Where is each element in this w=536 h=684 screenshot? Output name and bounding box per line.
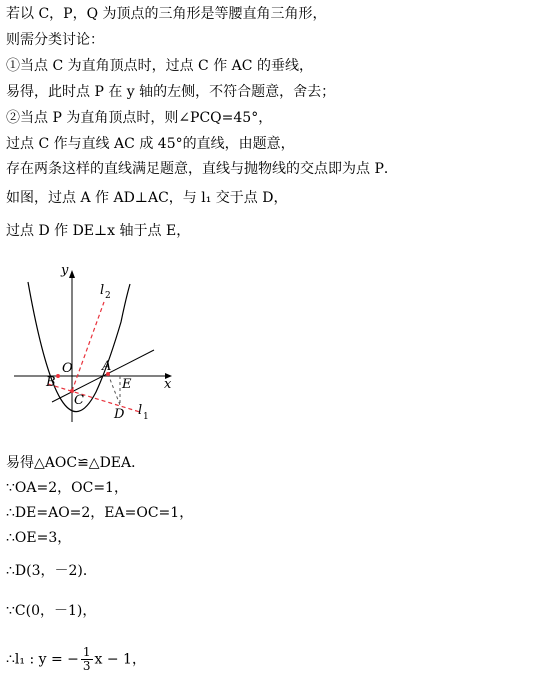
- text-line: 易得，此时点 P 在 y 轴的左侧，不符合题意，舍去；: [6, 84, 336, 100]
- equation-suffix: x − 1，: [94, 651, 146, 668]
- equation-l1: [6, 646, 146, 673]
- text-line: ∵C(0，－1)，: [6, 603, 97, 619]
- text-line: 易得△AOC≌△DEA．: [6, 455, 146, 471]
- text-line: 如图，过点 A 作 AD⊥AC，与 l₁ 交于点 D，: [6, 190, 288, 206]
- text-line: 过点 D 作 DE⊥x 轴于点 E，: [6, 223, 191, 239]
- l1-subscript: 1: [143, 412, 149, 422]
- parabola-figure: [8, 262, 183, 432]
- l1-label: l: [138, 403, 143, 418]
- text-line: ∴DE=AO=2，EA=OC=1，: [6, 505, 194, 521]
- point-e-label: E: [122, 377, 132, 392]
- fraction: [81, 646, 93, 673]
- point-a-label: A: [102, 359, 112, 374]
- l2-label: l: [100, 283, 105, 298]
- fraction-denominator: 3: [82, 659, 91, 673]
- text-line: ②当点 P 为直角顶点时，则∠PCQ=45°，: [6, 110, 273, 126]
- point-d-label: D: [114, 407, 125, 422]
- text-line: 若以 C，P，Q 为顶点的三角形是等腰直角三角形，: [6, 6, 327, 22]
- fraction-numerator: 1: [82, 645, 91, 659]
- text-line: 存在两条这样的直线满足题意，直线与抛物线的交点即为点 P．: [6, 161, 398, 177]
- point-b-label: B: [46, 375, 56, 390]
- text-line: ∴OE=3，: [6, 530, 72, 546]
- text-line: 过点 C 作与直线 AC 成 45°的直线，由题意，: [6, 136, 295, 152]
- point-c-label: C: [74, 393, 84, 408]
- text-line: 则需分类讨论：: [6, 32, 104, 48]
- equation-prefix: ∴l₁ : y = −: [6, 651, 79, 668]
- text-line: ∴D(3，－2)．: [6, 563, 97, 579]
- y-axis-label: y: [61, 263, 69, 278]
- l2-subscript: 2: [105, 291, 111, 301]
- text-line: ①当点 C 为直角顶点时，过点 C 作 AC 的垂线，: [6, 58, 313, 74]
- x-axis-label: x: [164, 377, 172, 392]
- text-line: ∵OA=2，OC=1，: [6, 480, 128, 496]
- point-o-label: O: [62, 361, 73, 376]
